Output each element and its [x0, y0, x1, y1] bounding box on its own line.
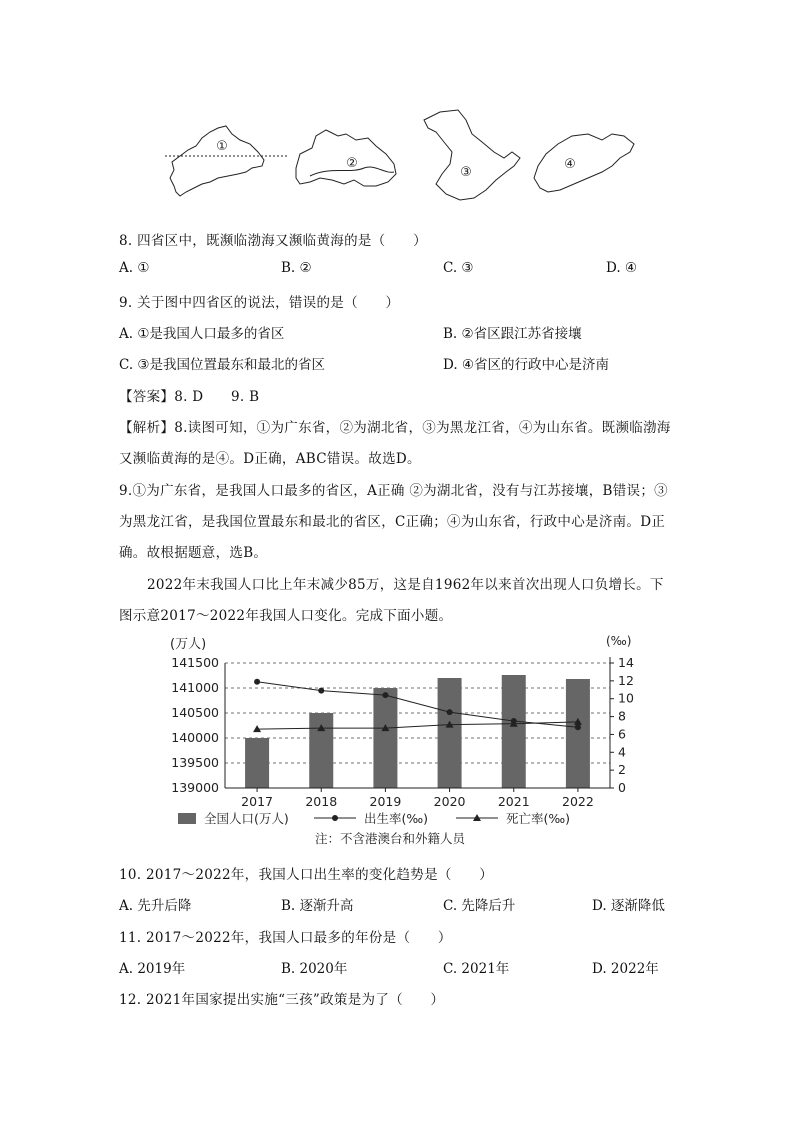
population-bar — [502, 675, 526, 788]
left-tick-label: 141500 — [171, 655, 219, 670]
birth-rate-point — [575, 724, 581, 730]
left-tick-label: 140500 — [171, 705, 219, 720]
birth-rate-point — [318, 688, 324, 694]
map-label-1: ① — [216, 139, 228, 154]
answer-line: 【答案】8. D 9. B — [119, 389, 260, 405]
question-12-stem: 12. 2021年国家提出实施“三孩”政策是为了（ ） — [119, 992, 445, 1008]
right-tick-label: 0 — [618, 780, 626, 795]
x-tick-label: 2019 — [369, 794, 402, 809]
legend-death-label: 死亡率(‰) — [506, 811, 571, 826]
left-tick-label: 140000 — [171, 730, 219, 745]
x-tick-label: 2020 — [433, 794, 466, 809]
population-bar — [245, 738, 269, 788]
q11-option-b: B. 2020年 — [281, 961, 348, 977]
province-map-4 — [534, 134, 634, 192]
legend-bar-label: 全国人口(万人) — [204, 811, 289, 826]
population-chart — [160, 628, 640, 858]
chart-gridlines — [225, 663, 610, 763]
legend-birth-label: 出生率(‰) — [364, 811, 429, 826]
birth-rate-point — [447, 709, 453, 715]
left-tick-label: 141000 — [171, 680, 219, 695]
population-bar — [373, 688, 397, 788]
right-tick-label: 8 — [618, 708, 626, 724]
right-tick-label: 10 — [618, 690, 634, 706]
right-axis-label: (‰) — [606, 634, 632, 648]
left-axis-label: (万人) — [170, 637, 207, 652]
left-tick-label: 139000 — [171, 780, 219, 795]
analysis-line-3: 9.①为广东省，是我国人口最多的省区，A正确 ②为湖北省，没有与江苏接壤，B错误；③ — [119, 483, 668, 499]
question-8-stem: 8. 四省区中，既濒临渤海又濒临黄海的是（ ） — [119, 233, 427, 249]
q11-option-a: A. 2019年 — [119, 961, 186, 977]
analysis-line-2: 又濒临黄海的是④。D正确，ABC错误。故选D。 — [119, 451, 421, 467]
x-tick-label: 2017 — [241, 794, 273, 809]
birth-rate-point — [382, 692, 388, 698]
analysis-line-5: 确。故根据题意，选B。 — [119, 545, 268, 561]
question-10-stem: 10. 2017～2022年，我国人口出生率的变化趋势是（ ） — [119, 867, 494, 883]
birth-rate-point — [254, 679, 260, 685]
population-bar — [566, 679, 590, 788]
chart-note: 注：不含港澳台和外籍人员 — [315, 831, 466, 846]
x-tick-label: 2022 — [562, 794, 594, 809]
legend-bar-swatch — [178, 813, 196, 824]
intro-line-1: 2022年末我国人口比上年末减少85万，这是自1962年以来首次出现人口负增长。下 — [147, 577, 664, 593]
left-tick-label: 139500 — [171, 755, 219, 770]
province-maps — [150, 108, 650, 208]
q8-option-b: B. ② — [281, 260, 312, 276]
right-tick-label: 14 — [618, 655, 634, 670]
q10-option-b: B. 逐渐升高 — [281, 898, 354, 914]
intro-line-2: 图示意2017～2022年我国人口变化。完成下面小题。 — [119, 608, 453, 624]
province-map-3 — [424, 110, 520, 200]
x-tick-label: 2021 — [497, 794, 530, 809]
right-tick-label: 6 — [618, 726, 626, 742]
population-bar — [438, 678, 462, 788]
q9-option-d: D. ④省区的行政中心是济南 — [443, 357, 610, 373]
map-label-3: ③ — [460, 165, 472, 180]
map-label-2: ② — [346, 156, 358, 171]
q11-option-d: D. 2022年 — [592, 961, 659, 977]
right-tick-label: 2 — [618, 762, 626, 778]
province-map-1 — [170, 126, 264, 196]
chart-axes — [171, 655, 634, 809]
q10-option-d: D. 逐渐降低 — [592, 898, 665, 914]
right-tick-label: 12 — [618, 672, 634, 688]
q10-option-c: C. 先降后升 — [443, 898, 516, 914]
map-label-4: ④ — [564, 157, 576, 172]
q8-option-a: A. ① — [119, 260, 150, 276]
death-rate-line — [257, 722, 578, 729]
analysis-line-1: 【解析】8.读图可知，①为广东省，②为湖北省，③为黑龙江省，④为山东省。既濒临渤海 — [119, 420, 671, 436]
birth-rate-line — [257, 682, 578, 728]
q11-option-c: C. 2021年 — [443, 961, 510, 977]
legend-birth-marker — [332, 815, 338, 821]
q10-option-a: A. 先升后降 — [119, 898, 192, 914]
analysis-line-4: 为黑龙江省，是我国位置最东和最北的省区，C正确；④为山东省，行政中心是济南。D正 — [119, 514, 666, 530]
q8-option-d: D. ④ — [606, 260, 638, 276]
question-11-stem: 11. 2017～2022年，我国人口最多的年份是（ ） — [119, 930, 452, 946]
chart-lines — [253, 679, 582, 732]
right-tick-label: 4 — [618, 744, 626, 760]
chart-bars — [245, 675, 590, 788]
x-tick-label: 2018 — [305, 794, 338, 809]
q9-option-b: B. ②省区跟江苏省接壤 — [443, 326, 582, 342]
q9-option-c: C. ③是我国位置最东和最北的省区 — [119, 357, 326, 373]
q8-option-c: C. ③ — [443, 260, 474, 276]
question-9-stem: 9. 关于图中四省区的说法，错误的是（ ） — [119, 295, 400, 311]
q9-option-a: A. ①是我国人口最多的省区 — [119, 326, 285, 342]
